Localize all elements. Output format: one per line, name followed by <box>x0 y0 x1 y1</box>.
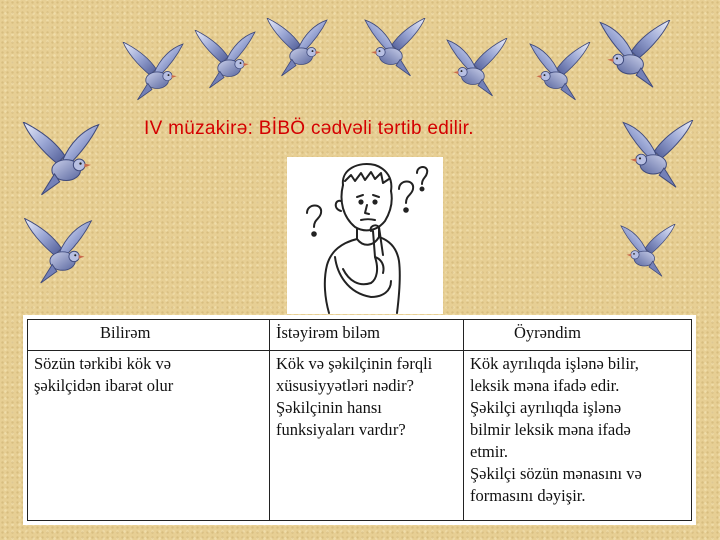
bibo-table-container <box>23 315 696 525</box>
bibo-table <box>27 319 692 521</box>
thinking-boy-with-question-marks-icon <box>287 157 443 314</box>
cell-oyrendim <box>464 351 692 521</box>
dove-icon <box>262 18 332 80</box>
table-row <box>28 351 692 521</box>
thinking-boy-image <box>287 157 443 314</box>
cell-line: formasını dəyişir. <box>470 486 586 505</box>
slide-title: IV müzakirə: BİBÖ cədvəli tərtib edilir. <box>144 118 474 139</box>
table-header-row <box>28 320 692 351</box>
cell-line: şəkilçidən ibarət olur <box>34 376 174 395</box>
header-bilirem: Bilirəm <box>28 320 270 351</box>
cell-line: Kök və şəkilçinin fərqli <box>276 354 433 373</box>
dove-icon <box>525 42 595 104</box>
cell-line: Şəkilçi ayrılıqda işlənə <box>470 398 622 417</box>
dove-icon <box>20 218 96 288</box>
header-isteyirem-bilem: İstəyirəm biləm <box>270 320 464 351</box>
cell-line: Kök ayrılıqda işlənə bilir, <box>470 354 639 373</box>
cell-isteyirem-bilem <box>270 351 464 521</box>
cell-line: xüsusiyyətləri nədir? <box>276 376 414 395</box>
cell-line: Şəkilçinin hansı <box>276 398 382 417</box>
dove-icon <box>18 122 104 200</box>
cell-line: leksik məna ifadə edir. <box>470 376 620 395</box>
dove-icon <box>594 20 676 92</box>
dove-icon <box>360 18 430 80</box>
dove-icon <box>190 30 260 92</box>
cell-line: funksiyaları vardır? <box>276 420 406 439</box>
dove-icon <box>618 120 698 192</box>
dove-icon <box>616 224 680 280</box>
cell-line: Sözün tərkibi kök və <box>34 354 172 373</box>
cell-line: etmir. <box>470 442 509 461</box>
dove-icon <box>442 38 512 100</box>
header-oyrendim: Öyrəndim <box>464 320 692 351</box>
cell-bilirem <box>28 351 270 521</box>
dove-icon <box>118 42 188 104</box>
cell-line: bilmir leksik məna ifadə <box>470 420 631 439</box>
cell-line: Şəkilçi sözün mənasını və <box>470 464 642 483</box>
